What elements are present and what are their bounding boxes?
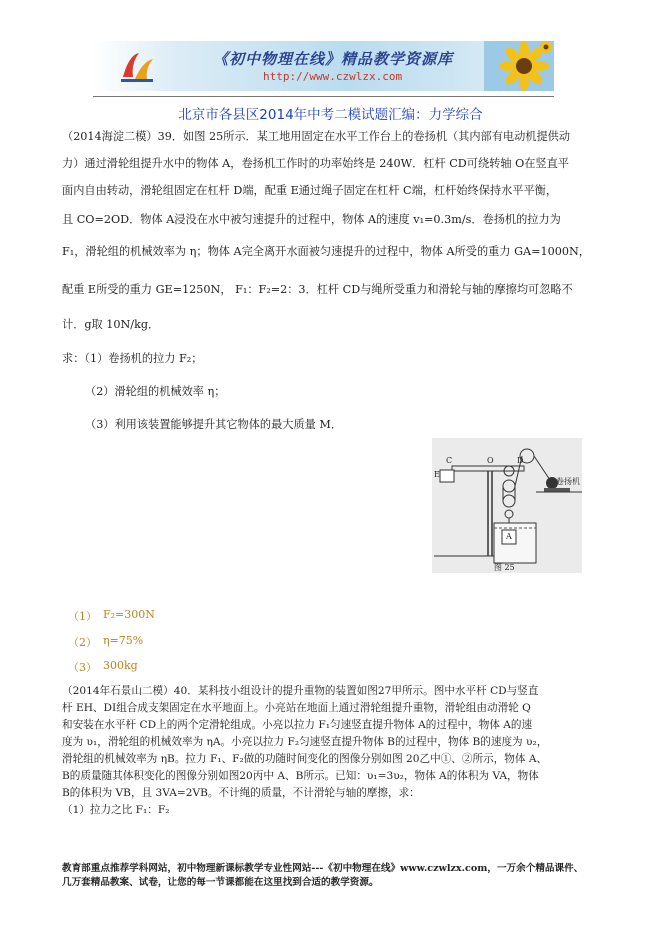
footer-line: 教育部重点推荐学科网站，初中物理新课标教学专业性网站---《初中物理在线》www.czwlzx.com，一万余个精品课件、: [62, 863, 584, 874]
problem39-line: 计．g取 10N/kg．: [62, 318, 160, 331]
answer-text: F₂=300N: [103, 608, 155, 621]
problem40-line: 滑轮组的机械效率为 ηB。拉力 F₁、F₂做的功随时间变化的图像分别如图 20乙中①、②所示，物体 A、: [62, 753, 548, 765]
problem40-line: （2014年石景山二模）40．某科技小组设计的提升重物的装置如图27甲所示。图中水平杆 CD与竖直: [62, 685, 539, 697]
label-c: C: [446, 456, 453, 465]
footer-line: 几万套精品教案、试卷，让您的每一节课都能在这里找到合适的教学资源。: [62, 877, 379, 888]
label-e: E: [434, 470, 440, 479]
site-banner: [93, 41, 554, 91]
problem39-line: 力）通过滑轮组提升水中的物体 A，卷扬机工作时的功率始终是 240W．杠杆 CD可绕转轴 O在竖直平: [62, 157, 569, 170]
label-d: D: [517, 456, 524, 465]
question-item: （3）利用该装置能够提升其它物体的最大质量 M．: [85, 418, 343, 431]
answer-number: （3）: [68, 661, 97, 674]
sunflower-icon: [484, 41, 554, 91]
label-o: O: [487, 456, 494, 465]
problem40-line: B的质量随其体积变化的图像分别如图20丙中 A、B所示。已知：υ₁=3υ₂，物体 A的体积为 VA，物体: [62, 770, 539, 782]
problem39-line: （2014海淀二模）39．如图 25所示．某工地用固定在水平工作台上的卷扬机（其内部有电动机提供动: [62, 130, 571, 143]
problem40-line: 杆 EH、DI组合成支架固定在水平地面上。小亮站在地面上通过滑轮组提升重物，滑轮组由动滑轮 Q: [62, 702, 531, 714]
banner-url[interactable]: http://www.czwlzx.com: [263, 70, 403, 83]
problem39-line: 配重 E所受的重力 GE=1250N， F₁：F₂=2：3．杠杆 CD与绳所受重力和滑轮与轴的摩擦均可忽略不: [62, 283, 573, 296]
answer-number: （1）: [68, 610, 97, 623]
problem39-line: 面内自由转动，滑轮组固定在杠杆 D端，配重 E通过绳子固定在杠杆 C端，杠杆始终保持水平平衡，: [62, 184, 558, 197]
pulley-diagram: [432, 438, 582, 573]
site-logo-icon: [117, 47, 157, 87]
answer-text: η=75%: [103, 634, 144, 647]
problem40-line: 和安装在水平杆 CD上的两个定滑轮组成。小亮以拉力 F₁匀速竖直提升物体 A的过程中，物体 A的速: [62, 719, 533, 731]
question-intro: 求：（1）卷扬机的拉力 F₂；: [62, 352, 203, 365]
problem39-line: F₁，滑轮组的机械效率为 η；物体 A完全离开水面被匀速提升的过程中，物体 A所受的重力 GA=1000N，: [62, 245, 590, 258]
banner-title: 《初中物理在线》精品教学资源库: [213, 50, 454, 68]
answer-number: （2）: [68, 636, 97, 649]
problem39-line: 且 CO=2OD．物体 A浸没在水中被匀速提升的过程中，物体 A的速度 v₁=0.3m/s．卷扬机的拉力为: [62, 213, 561, 226]
document-title: 北京市各县区2014年中考二模试题汇编：力学综合: [178, 107, 483, 123]
figure-25: [432, 438, 582, 573]
label-a: A: [506, 532, 512, 541]
figure-caption: 图 25: [494, 563, 515, 572]
question-item: （2）滑轮组的机械效率 η；: [85, 385, 226, 398]
problem40-line: 度为 υ₁，滑轮组的机械效率为 ηA。小亮以拉力 F₂匀速竖直提升物体 B的过程中，物体 B的速度为 υ₂，: [62, 736, 548, 748]
label-winch: 卷扬机: [556, 477, 580, 486]
answer-text: 300kg: [103, 659, 138, 672]
header-divider: [93, 96, 554, 97]
problem40-line: B的体积为 VB，且 3VA=2VB。不计绳的质量，不计滑轮与轴的摩擦，求：: [62, 787, 420, 799]
page-footer: [62, 862, 583, 890]
problem40-line: （1）拉力之比 F₁：F₂: [62, 804, 170, 816]
